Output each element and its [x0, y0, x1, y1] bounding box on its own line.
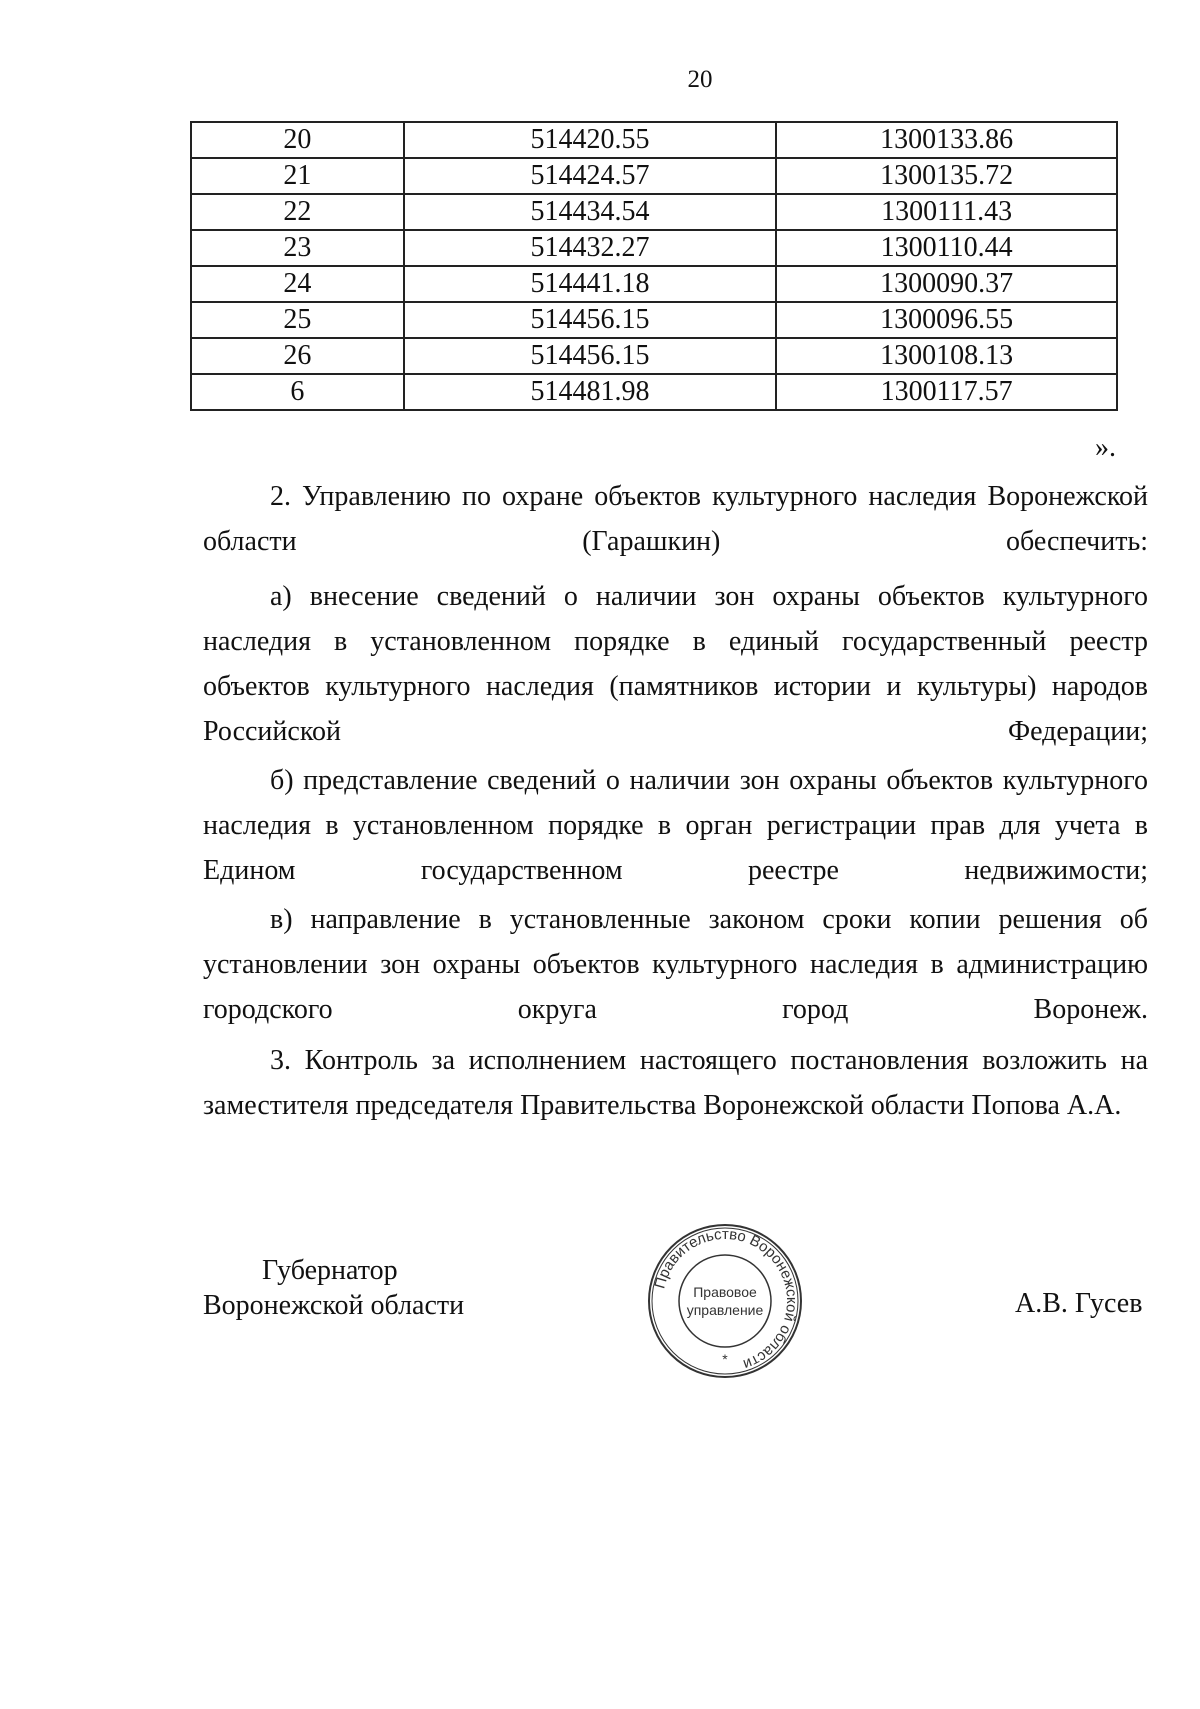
y-coordinate-cell: 1300096.55	[776, 302, 1117, 338]
paragraph-v	[203, 897, 1148, 1032]
coordinates-table	[190, 121, 1118, 411]
signatory-title-line2: Воронежской области	[203, 1290, 465, 1321]
paragraph-a	[203, 574, 1148, 754]
x-coordinate-cell: 514434.54	[404, 194, 776, 230]
paragraph-b-text: б) представление сведений о наличии зон охраны объектов культурного наследия в установленном порядке в орган регистрации прав для учета в Едином государственном реестре недвижимости;	[203, 765, 1148, 886]
signatory-title	[203, 1253, 464, 1323]
x-coordinate-cell: 514456.15	[404, 302, 776, 338]
point-number-cell: 23	[191, 230, 404, 266]
table-row	[191, 158, 1117, 194]
signatory-name: А.В. Гусев	[1015, 1288, 1143, 1319]
official-seal	[645, 1221, 805, 1381]
paragraph-3	[203, 1038, 1148, 1128]
point-number-cell: 6	[191, 374, 404, 410]
point-number-cell: 25	[191, 302, 404, 338]
seal-center-line1: Правовое	[693, 1284, 757, 1300]
table-row	[191, 302, 1117, 338]
x-coordinate-cell: 514432.27	[404, 230, 776, 266]
x-coordinate-cell: 514481.98	[404, 374, 776, 410]
y-coordinate-cell: 1300117.57	[776, 374, 1117, 410]
y-coordinate-cell: 1300090.37	[776, 266, 1117, 302]
point-number-cell: 26	[191, 338, 404, 374]
closing-quote: ».	[1095, 432, 1116, 463]
y-coordinate-cell: 1300133.86	[776, 122, 1117, 158]
y-coordinate-cell: 1300108.13	[776, 338, 1117, 374]
seal-star: *	[722, 1351, 728, 1367]
y-coordinate-cell: 1300111.43	[776, 194, 1117, 230]
y-coordinate-cell: 1300110.44	[776, 230, 1117, 266]
paragraph-3-text: 3. Контроль за исполнением настоящего постановления возложить на заместителя председателя Правительства Воронежской области Попова А.А.	[203, 1045, 1148, 1121]
point-number-cell: 21	[191, 158, 404, 194]
x-coordinate-cell: 514424.57	[404, 158, 776, 194]
x-coordinate-cell: 514456.15	[404, 338, 776, 374]
point-number-cell: 20	[191, 122, 404, 158]
paragraph-b	[203, 758, 1148, 893]
table-row	[191, 374, 1117, 410]
point-number-cell: 22	[191, 194, 404, 230]
point-number-cell: 24	[191, 266, 404, 302]
paragraph-a-text: а) внесение сведений о наличии зон охраны объектов культурного наследия в установленном порядке в единый государственный реестр объектов культурного наследия (памятников истории и культуры) народов Российской Федерации;	[203, 581, 1148, 747]
y-coordinate-cell: 1300135.72	[776, 158, 1117, 194]
seal-center-line2: управление	[686, 1302, 764, 1318]
table-row	[191, 122, 1117, 158]
paragraph-2	[203, 474, 1148, 564]
table-row	[191, 338, 1117, 374]
table-row	[191, 266, 1117, 302]
paragraph-v-text: в) направление в установленные законом сроки копии решения об установлении зон охраны объектов культурного наследия в администрацию городского округа город Воронеж.	[203, 904, 1148, 1025]
x-coordinate-cell: 514420.55	[404, 122, 776, 158]
page-number: 20	[687, 66, 713, 93]
paragraph-2-text: 2. Управлению по охране объектов культурного наследия Воронежской области (Гарашкин) обеспечить:	[203, 481, 1148, 557]
seal-ring-text: Правительство Воронежской области	[651, 1225, 801, 1373]
signatory-title-line1: Губернатор	[262, 1255, 398, 1286]
x-coordinate-cell: 514441.18	[404, 266, 776, 302]
table-row	[191, 230, 1117, 266]
table-row	[191, 194, 1117, 230]
